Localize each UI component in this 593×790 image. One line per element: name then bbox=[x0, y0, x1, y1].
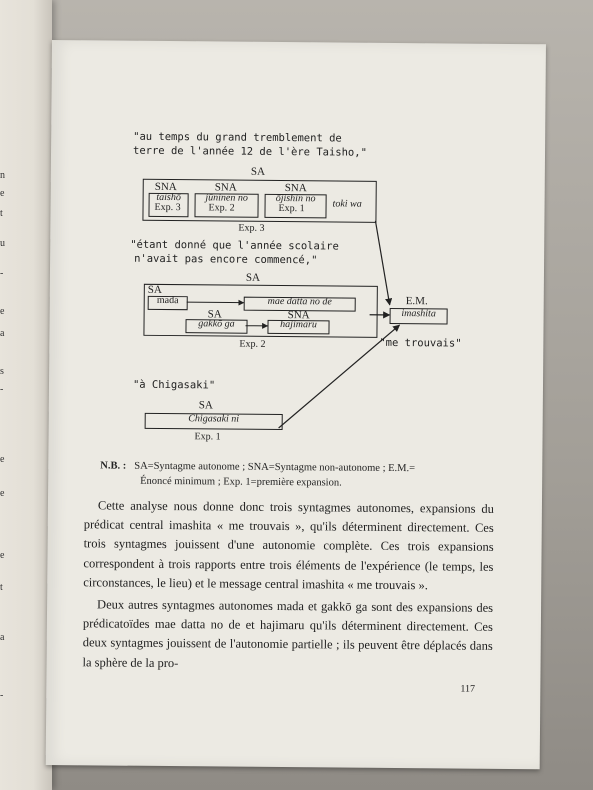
exp2-hajimaru-word: hajimaru bbox=[280, 319, 317, 331]
left-page-fragment: a bbox=[0, 632, 5, 643]
nb-line1: SA=Syntagme autonome ; SNA=Syntagme non-autonome ; E.M.= bbox=[134, 460, 416, 475]
exp3-sna2-word: jūninen no bbox=[205, 192, 248, 204]
left-page-edge bbox=[0, 0, 52, 790]
left-page-fragment: s bbox=[0, 366, 4, 377]
left-page-fragment: a bbox=[0, 328, 5, 339]
paragraph-2: Deux autres syntagmes autonomes mada et gakkō ga sont des expansions des prédicatoïdes mae datta no de et hajimaru qu'ils déterminent directement. Ces deux syntagmes jouissent de l'autonomie partielle ; ils peuvent être déplacés dans la sphère de la pro- bbox=[82, 597, 494, 670]
nb-line2: Énoncé minimum ; Exp. 1=première expansion. bbox=[140, 475, 342, 489]
page-number: 117 bbox=[460, 683, 476, 695]
exp1-caption: Exp. 1 bbox=[194, 431, 221, 443]
left-page-fragment: e bbox=[0, 306, 5, 317]
left-page-fragment: - bbox=[0, 384, 4, 395]
exp2-sa2-label: SA bbox=[207, 308, 222, 321]
exp2-sa-label: SA bbox=[245, 271, 261, 284]
em-label: E.M. bbox=[405, 295, 428, 308]
book-page bbox=[46, 40, 546, 769]
exp3-sna1-exp: Exp. 3 bbox=[154, 201, 181, 214]
exp3-sna3-head: SNA bbox=[284, 182, 307, 195]
exp3-sna2-head: SNA bbox=[214, 181, 237, 194]
exp2-mae-word: mae datta no de bbox=[267, 295, 332, 308]
exp2-inner-sa: SA bbox=[147, 283, 162, 296]
quote-exp3-line2: terre de l'année 12 de l'ère Taisho," bbox=[132, 144, 367, 159]
left-page-fragment: t bbox=[0, 582, 3, 593]
exp1-sa-label: SA bbox=[198, 399, 213, 412]
exp1-word: Chigasaki ni bbox=[188, 413, 240, 425]
exp3-sna1-word: taishō bbox=[156, 191, 181, 204]
exp2-caption: Exp. 2 bbox=[239, 338, 266, 350]
exp3-sna3-exp: Exp. 1 bbox=[278, 202, 305, 215]
exp3-tail: toki wa bbox=[332, 198, 362, 210]
left-page-fragment: e bbox=[0, 454, 5, 465]
quote-exp2-line2: n'avait pas encore commencé," bbox=[134, 252, 318, 267]
exp3-caption: Exp. 3 bbox=[238, 222, 265, 234]
left-page-fragment: - bbox=[0, 268, 4, 279]
nb-legend bbox=[100, 458, 480, 491]
paragraph-1: Cette analyse nous donne donc trois syntagmes autonomes, expansions du prédicat central imashita « me trouvais », qu'ils déterminent directement. Ces trois syntagmes jouissent d'une autonomie complète. Ces trois expansions correspondent à trois rapports entre trois éléments de l'expérience (le temps, les circonstances, le lieu) et le message central imashita « me trouvais ». bbox=[83, 498, 494, 593]
left-page-fragment: u bbox=[0, 238, 5, 249]
em-word: imashita bbox=[401, 308, 436, 320]
body-text bbox=[82, 496, 494, 678]
left-page-fragment: - bbox=[0, 690, 4, 701]
exp2-mada-word: mada bbox=[156, 294, 179, 307]
exp3-sna3-word: ōjishin no bbox=[275, 192, 316, 205]
exp3-sa-label: SA bbox=[250, 165, 265, 178]
quote-exp1: "à Chigasaki" bbox=[132, 378, 216, 392]
quote-exp3-line1: "au temps du grand tremblement de bbox=[133, 130, 342, 145]
exp2-gakko-word: gakkō ga bbox=[198, 318, 235, 330]
left-page-fragment: t bbox=[0, 208, 3, 219]
quote-em: "me trouvais" bbox=[379, 336, 462, 350]
exp2-sna-label: SNA bbox=[287, 309, 310, 322]
left-page-fragment: e bbox=[0, 550, 5, 561]
nb-label: N.B. : bbox=[100, 460, 127, 472]
exp3-sna1-head: SNA bbox=[154, 180, 177, 194]
exp3-sna2-exp: Exp. 2 bbox=[208, 202, 235, 214]
left-page-fragment: n bbox=[0, 170, 5, 181]
left-page-fragment: e bbox=[0, 488, 5, 499]
left-page-fragment: e bbox=[0, 188, 5, 199]
quote-exp2-line1: "étant donné que l'année scolaire bbox=[130, 238, 339, 253]
